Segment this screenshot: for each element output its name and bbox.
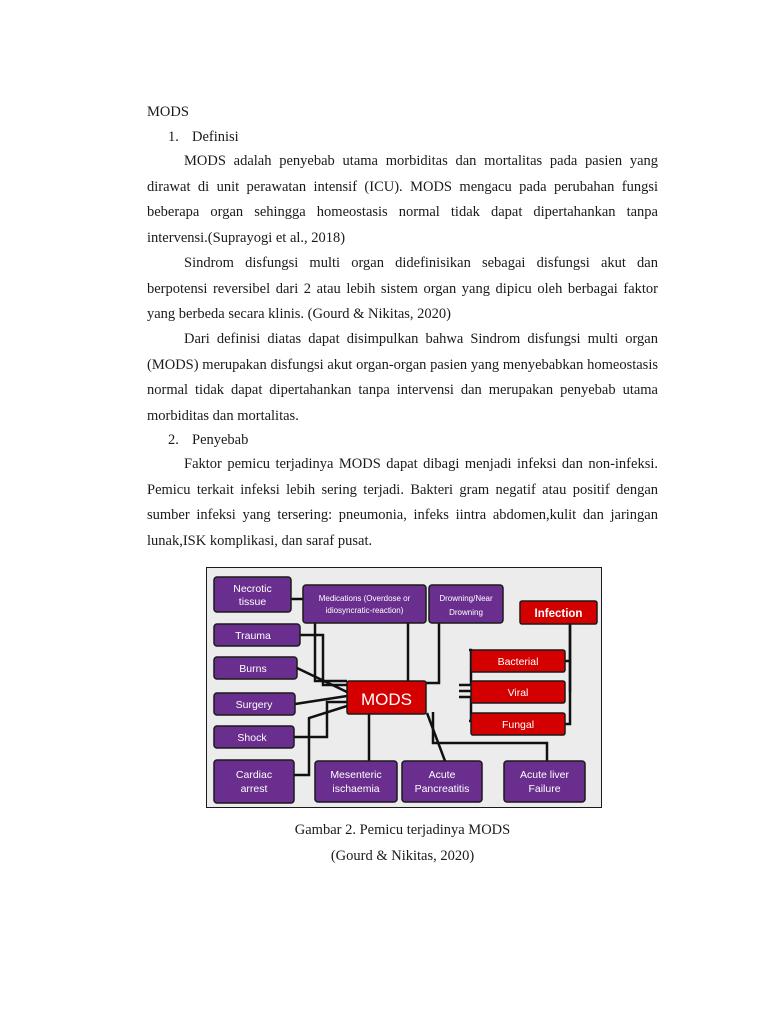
drowning-node bbox=[429, 585, 503, 623]
svg-text:idiosyncratic-reaction): idiosyncratic-reaction) bbox=[325, 606, 404, 615]
burns-node bbox=[214, 657, 297, 679]
acute-liver-failure-node bbox=[504, 761, 585, 802]
necrotic-tissue-node bbox=[214, 577, 291, 612]
section-definisi-title bbox=[168, 129, 239, 146]
infection-node bbox=[520, 601, 597, 624]
svg-text:ischaemia: ischaemia bbox=[332, 783, 380, 795]
svg-text:Trauma: Trauma bbox=[235, 630, 271, 642]
svg-text:Shock: Shock bbox=[237, 732, 267, 744]
shock-node bbox=[214, 726, 294, 748]
svg-text:Fungal: Fungal bbox=[501, 719, 535, 731]
svg-text:Bacterial: Bacterial bbox=[497, 656, 539, 668]
document-heading: MODS bbox=[147, 104, 189, 120]
section-number: 2. bbox=[168, 432, 179, 448]
svg-text:Burns: Burns bbox=[239, 663, 267, 675]
surgery-node bbox=[214, 693, 295, 715]
section-title: Definisi bbox=[192, 129, 239, 145]
svg-text:arrest: arrest bbox=[240, 783, 268, 795]
figure-citation: (Gourd & Nikitas, 2020) bbox=[330, 848, 475, 864]
svg-text:Drowning: Drowning bbox=[449, 608, 483, 617]
svg-text:Drowning/Near: Drowning/Near bbox=[439, 594, 493, 603]
section-penyebab-title bbox=[168, 432, 248, 449]
svg-text:Viral: Viral bbox=[507, 687, 529, 699]
mods-center-node bbox=[347, 681, 426, 714]
svg-text:Failure: Failure bbox=[528, 783, 561, 795]
svg-text:Acute: Acute bbox=[428, 769, 456, 781]
trauma-node bbox=[214, 624, 300, 646]
svg-text:Acute liver: Acute liver bbox=[519, 769, 570, 781]
fungal-node bbox=[471, 713, 565, 735]
bacterial-node bbox=[471, 650, 565, 672]
mesenteric-ischaemia-node bbox=[315, 761, 397, 802]
svg-text:tissue: tissue bbox=[238, 596, 267, 608]
viral-node bbox=[471, 681, 565, 703]
paragraph-definisi-2: Sindrom disfungsi multi organ didefinisikan sebagai disfungsi akut dan berpotensi reversibel dari 2 atau lebih sistem organ yang dipicu oleh berbagai faktor yang berbeda secara klinis. (Gourd & Nikitas, 2020) bbox=[147, 255, 658, 322]
svg-text:Infection: Infection bbox=[534, 608, 583, 620]
figure-caption: Gambar 2. Pemicu terjadinya MODS bbox=[294, 822, 511, 838]
mods-diagram bbox=[206, 567, 602, 808]
svg-text:Surgery: Surgery bbox=[235, 699, 273, 711]
acute-pancreatitis-node bbox=[402, 761, 482, 802]
svg-text:Cardiac: Cardiac bbox=[235, 769, 273, 781]
cardiac-arrest-node bbox=[214, 760, 294, 803]
svg-text:MODS: MODS bbox=[361, 690, 412, 709]
section-title: Penyebab bbox=[192, 432, 249, 448]
svg-text:Mesenteric: Mesenteric bbox=[330, 769, 382, 781]
paragraph-definisi-1: MODS adalah penyebab utama morbiditas dan mortalitas pada pasien yang dirawat di unit perawatan intensif (ICU). MODS mengacu pada perubahan fungsi beberapa organ sehingga homeostasis normal tidak dapat dipertahankan tanpa intervensi.(Suprayogi et al., 2018) bbox=[147, 153, 658, 246]
paragraph-definisi-3: Dari definisi diatas dapat disimpulkan bahwa Sindrom disfungsi multi organ (MODS) merupakan disfungsi akut organ-organ pasien yang menyebabkan homeostasis normal tidak dapat dipertahankan tanpa intervensi dan merupakan penyebab utama morbiditas dan mortalitas. bbox=[147, 331, 658, 424]
paragraph-penyebab-1: Faktor pemicu terjadinya MODS dapat dibagi menjadi infeksi dan non-infeksi. Pemicu terkait infeksi lebih sering terjadi. Bakteri gram negatif atau positif dengan sumber infeksi yang tersering: pneumonia, infeks iintra abdomen,kulit dan jaringan lunak,ISK komplikasi, dan saraf pusat. bbox=[147, 456, 658, 549]
svg-text:Necrotic: Necrotic bbox=[233, 583, 272, 595]
medications-node bbox=[303, 585, 426, 623]
svg-text:Medications (Overdose or: Medications (Overdose or bbox=[318, 594, 411, 603]
section-number: 1. bbox=[168, 129, 179, 145]
svg-text:Pancreatitis: Pancreatitis bbox=[414, 783, 470, 795]
